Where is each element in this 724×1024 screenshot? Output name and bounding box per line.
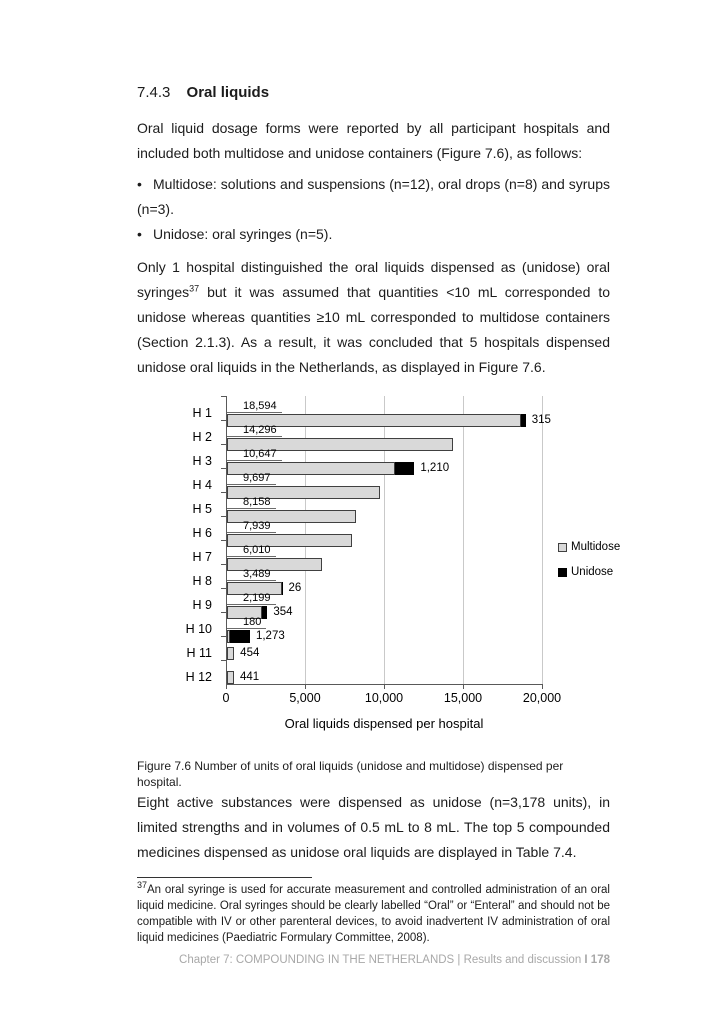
chart-row [185, 612, 543, 642]
bullet-glyph: • [137, 226, 142, 242]
page-number: I 178 [584, 954, 610, 966]
paragraph-text: but it was assumed that quantities <10 mL corresponded to unidose whereas quantities ≥10 mL corresponded to multidose containers (Section 2.1.3). As a result, it was concluded that 5 hospitals dispensed unidose oral liquids in the Netherlands, as displayed in Figure 7.6. [137, 284, 610, 375]
bullet-list [137, 172, 610, 247]
category-tick [221, 492, 226, 493]
bullet-item-unidose [137, 222, 610, 247]
x-tick-mark [542, 685, 543, 689]
category-tick [221, 588, 226, 589]
chart-row [192, 564, 543, 594]
section-heading [137, 84, 610, 102]
chart-x-axis-title: Oral liquids dispensed per hospital [284, 716, 484, 731]
multidose-value-label: 8,158 [227, 497, 276, 509]
multidose-value-label: 2,199 [227, 593, 276, 605]
chart-row [192, 540, 543, 564]
legend-swatch-icon [558, 568, 567, 577]
footnote-number: 37 [137, 880, 148, 891]
category-label: H 6 [192, 526, 212, 540]
chart-row [192, 492, 543, 516]
category-tick [221, 420, 226, 421]
multidose-value-label: 180 [227, 617, 266, 629]
chart-row [192, 468, 543, 492]
category-tick [221, 396, 226, 397]
x-tick-label: 20,000 [522, 691, 562, 705]
category-label: H 9 [192, 598, 212, 612]
footnote-marker: 37 [189, 283, 200, 294]
category-label: H 1 [192, 406, 212, 420]
legend-swatch-icon [558, 543, 567, 552]
multidose-bar [227, 671, 234, 684]
footer-text: Chapter 7: COMPOUNDING IN THE NETHERLANDS | Results and discussion [179, 954, 585, 966]
multidose-value-label: 7,939 [227, 521, 276, 533]
x-tick-mark [226, 685, 227, 689]
bar-group [227, 671, 543, 684]
paragraph-substances: Eight active substances were dispensed as unidose (n=3,178 units), in limited strengths and in volumes of 0.5 mL to 8 mL. The top 5 compounded medicines dispensed as unidose oral liquids are displayed in Table 7.4. [137, 794, 610, 860]
bullet-text: Unidose: oral syringes (n=5). [153, 226, 333, 242]
category-tick [221, 636, 226, 637]
footnote-text: An oral syringe is used for accurate measurement and controlled administration of an oral liquid medicine. Oral syringes should be clearly labelled “Oral” or “Enteral” and should not be compatible with IV or other parenteral devices, to avoid inadvertent IV administration of oral liquid medicines (Paediatric Formulary Committee, 2008). [137, 884, 610, 944]
category-label: H 2 [192, 430, 212, 444]
text-column [137, 84, 621, 946]
multidose-value-label: 10,647 [227, 449, 282, 461]
label-spacer [227, 636, 543, 647]
legend-label: Multidose [571, 541, 621, 553]
legend-item-unidose [558, 567, 620, 578]
category-tick [221, 516, 226, 517]
multidose-value-label: 14,296 [227, 425, 282, 437]
chart-row [192, 420, 543, 444]
multidose-value-label: 6,010 [227, 545, 276, 557]
unidose-value-label: 315 [531, 414, 551, 426]
category-tick [221, 612, 226, 613]
figure-caption: Figure 7.6 Number of units of oral liquids (unidose and multidose) dispensed per hospital. [137, 759, 564, 789]
x-tick-label: 10,000 [364, 691, 404, 705]
unidose-value-label: 26 [288, 582, 302, 594]
category-label: H 7 [192, 550, 212, 564]
x-tick-mark [463, 685, 464, 689]
category-tick [221, 564, 226, 565]
unidose-value-label: 354 [273, 606, 293, 618]
x-tick-label: 15,000 [443, 691, 483, 705]
x-tick-label: 0 [222, 691, 230, 705]
multidose-value-label: 9,697 [227, 473, 276, 485]
chart-row [192, 396, 551, 426]
bullet-glyph: • [137, 176, 142, 192]
page-footer [137, 954, 610, 966]
chart-row [186, 636, 543, 660]
multidose-bar [227, 647, 234, 660]
multidose-value-label: 3,489 [227, 569, 276, 581]
category-tick [221, 468, 226, 469]
bar-group [227, 647, 543, 660]
legend-label: Unidose [571, 566, 614, 578]
category-label: H 3 [192, 454, 212, 468]
legend-item-multidose [558, 542, 620, 553]
chart-bars [185, 396, 551, 685]
footnote [137, 882, 610, 946]
chart-x-axis [222, 685, 562, 707]
bullet-text: Multidose: solutions and suspensions (n=12), oral drops (n=8) and syrups (n=3). [137, 176, 610, 217]
category-tick [221, 444, 226, 445]
multidose-value-label: 18,594 [227, 401, 282, 413]
category-label: H 11 [186, 646, 212, 660]
category-label: H 8 [192, 574, 212, 588]
category-label: H 5 [192, 502, 212, 516]
figure-7-6-chart [137, 396, 621, 742]
chart-legend [558, 542, 620, 592]
category-label: H 12 [185, 670, 212, 684]
category-tick [221, 660, 226, 661]
paragraph-assumption [137, 255, 610, 380]
category-tick [221, 540, 226, 541]
chart-row [192, 444, 543, 474]
category-label: H 10 [185, 622, 212, 636]
multidose-value-label: 441 [239, 671, 260, 683]
category-label: H 4 [192, 478, 212, 492]
paragraph-intro: Oral liquid dosage forms were reported by all participant hospitals and included both multidose and unidose containers (Figure 7.6), as follows: [137, 120, 610, 161]
unidose-value-label: 1,210 [420, 462, 450, 474]
unidose-value-label: 1,273 [255, 630, 285, 642]
chart-row [192, 588, 543, 618]
x-tick-mark [305, 685, 306, 689]
paragraph-text: Only 1 hospital distinguished the oral liquids dispensed as (unidose) oral syringes [137, 259, 610, 300]
chart-plot-area [185, 396, 562, 731]
bullet-item-multidose [137, 172, 610, 222]
section-title: Oral liquids [186, 84, 270, 101]
footnote-separator [137, 877, 312, 878]
chart-row [192, 516, 543, 540]
multidose-value-label: 454 [240, 647, 260, 659]
x-tick-label: 5,000 [289, 691, 321, 705]
x-tick-mark [384, 685, 385, 689]
label-spacer [227, 660, 543, 671]
section-number: 7.4.3 [137, 84, 171, 101]
chart-row [185, 660, 543, 684]
